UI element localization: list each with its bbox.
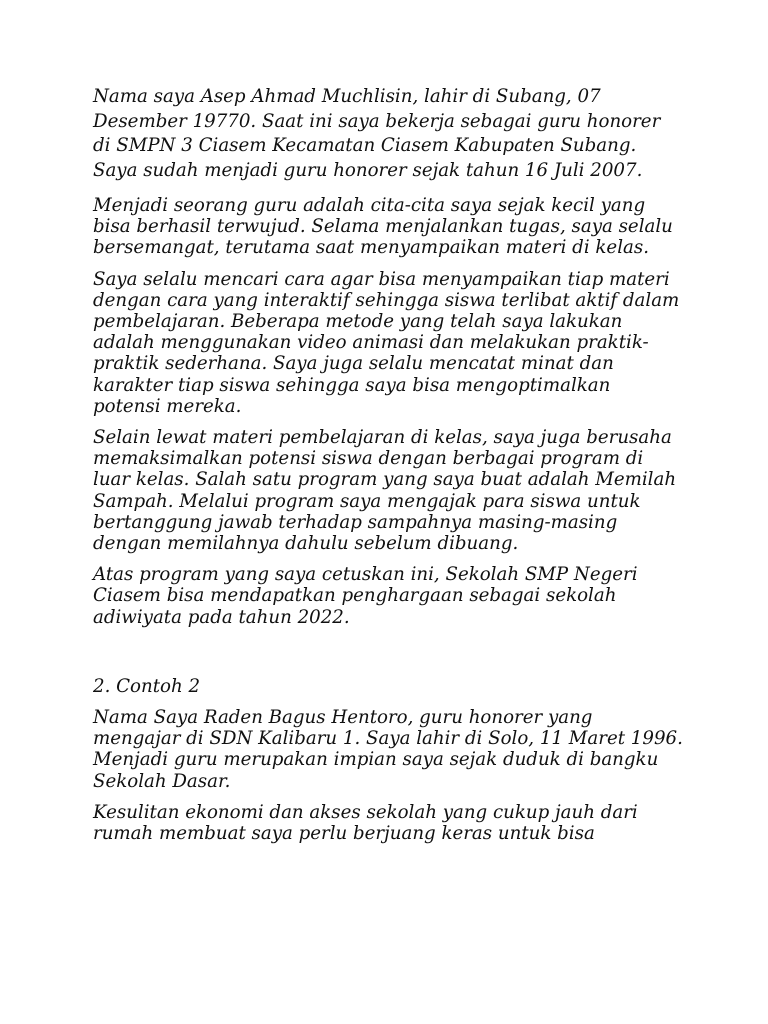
- paragraph-intro: Nama saya Asep Ahmad Muchlisin, lahir di Subang, 07 Desember 19770. Saat ini saya bekerja sebagai guru honorer di SMPN 3 Ciasem Kecamatan Ciasem Kabupaten Subang. Saya sudah menjadi guru honorer sejak tahun 16 Juli 2007.: [93, 86, 661, 181]
- paragraph-aspiration: Menjadi seorang guru adalah cita-cita saya sejak kecil yang bisa berhasil terwujud. Selama menjalankan tugas, saya selalu bersemangat, terutama saat menyampaikan materi di kelas.: [93, 195, 673, 259]
- section-heading: 2. Contoh 2: [93, 675, 201, 697]
- document-page: [93, 85, 683, 854]
- paragraph-program: Selain lewat materi pembelajaran di kelas, saya juga berusaha memaksimalkan potensi siswa dengan berbagai program di luar kelas. Salah satu program yang saya buat adalah Memilah Sampah. Melalui program saya mengajak para siswa untuk bertanggung jawab terhadap sampahnya masing-masing dengan memilahnya dahulu sebelum dibuang.: [93, 427, 677, 555]
- paragraph-award: Atas program yang saya cetuskan ini, Sekolah SMP Negeri Ciasem bisa mendapatkan penghargaan sebagai sekolah adiwiyata pada tahun 2022.: [93, 564, 638, 628]
- section-spacer: [93, 638, 683, 676]
- paragraph-teaching-method: Saya selalu mencari cara agar bisa menyampaikan tiap materi dengan cara yang interaktif sehingga siswa terlibat aktif dalam pembelajaran. Beberapa metode yang telah saya lakukan adalah menggunakan video animasi dan melakukan praktik-praktik sederhana. Saya juga selalu mencatat minat dan karakter tiap siswa sehingga saya bisa mengoptimalkan potensi mereka.: [93, 268, 680, 417]
- paragraph-example2-intro: Nama Saya Raden Bagus Hentoro, guru honorer yang mengajar di SDN Kalibaru 1. Saya lahir di Solo, 11 Maret 1996. Menjadi guru merupakan impian saya sejak duduk di bangku Sekolah Dasar.: [93, 707, 683, 792]
- paragraph-example2-struggle: Kesulitan ekonomi dan akses sekolah yang cukup jauh dari rumah membuat saya perlu berjuang keras untuk bisa: [93, 801, 638, 845]
